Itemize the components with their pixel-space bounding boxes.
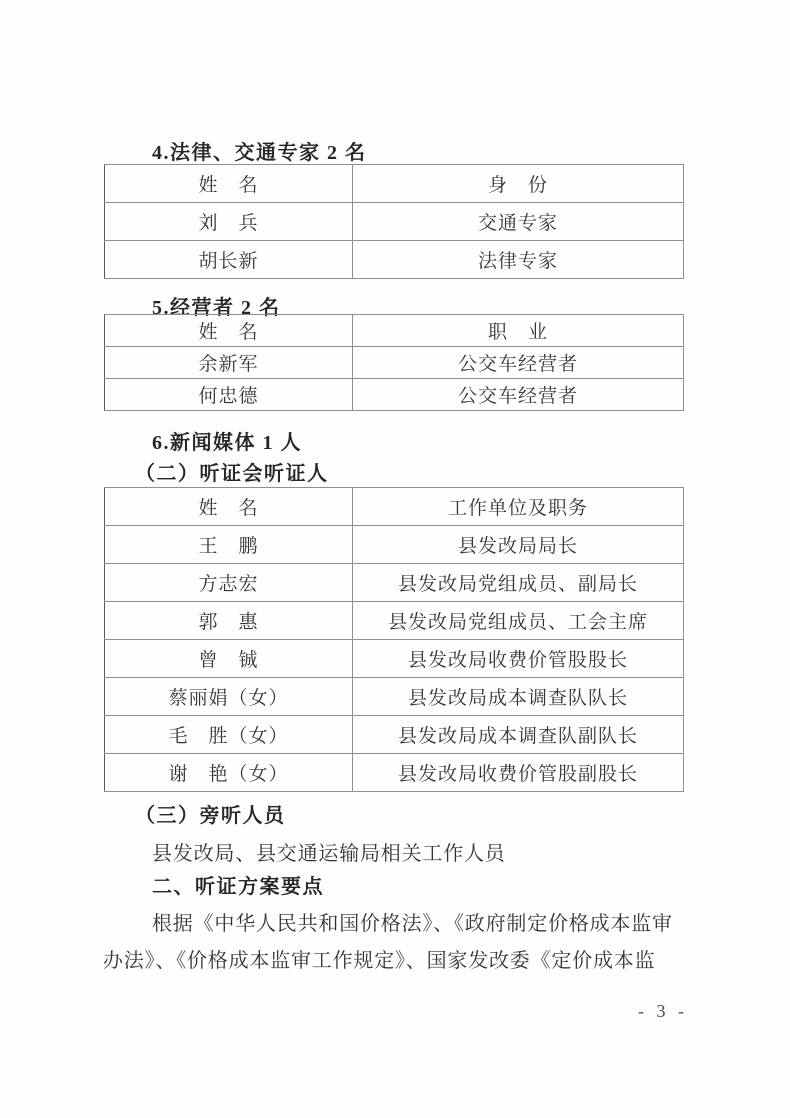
table-cell-name: 毛 胜（女）	[105, 716, 353, 754]
table-header-cell-position: 工作单位及职务	[353, 488, 684, 526]
table-header-cell-name: 姓 名	[105, 488, 353, 526]
table-row	[105, 640, 684, 678]
witnesses-table	[104, 487, 684, 792]
table-row	[105, 526, 684, 564]
table-cell-name: 胡长新	[105, 241, 353, 279]
experts-table	[104, 164, 684, 279]
table-cell-name: 郭 惠	[105, 602, 353, 640]
table-header-row	[105, 488, 684, 526]
page-number: - 3 -	[638, 1001, 688, 1021]
table-cell-name: 蔡丽娟（女）	[105, 678, 353, 716]
table-cell-name: 王 鹏	[105, 526, 353, 564]
table-row	[105, 602, 684, 640]
table-row	[105, 241, 684, 279]
table-row	[105, 716, 684, 754]
table-cell-position: 县发改局局长	[353, 526, 684, 564]
table-cell-identity: 交通专家	[353, 203, 684, 241]
table-row	[105, 564, 684, 602]
table-cell-position: 县发改局成本调查队队长	[353, 678, 684, 716]
table-row	[105, 347, 684, 379]
table-header-row	[105, 165, 684, 203]
table-cell-occupation: 公交车经营者	[353, 347, 684, 379]
table-row	[105, 203, 684, 241]
table-header-cell-occupation: 职 业	[353, 315, 684, 347]
observers-text: 县发改局、县交通运输局相关工作人员	[152, 843, 506, 865]
table-row	[105, 678, 684, 716]
table-cell-name: 何忠德	[105, 379, 353, 411]
table-cell-identity: 法律专家	[353, 241, 684, 279]
table-cell-name: 刘 兵	[105, 203, 353, 241]
table-cell-name: 方志宏	[105, 564, 353, 602]
table-cell-position: 县发改局党组成员、副局长	[353, 564, 684, 602]
table-cell-position: 县发改局党组成员、工会主席	[353, 602, 684, 640]
section-heading-observers: （三）旁听人员	[135, 805, 286, 827]
paragraph-line-1: 根据《中华人民共和国价格法》、《政府制定价格成本监审	[152, 913, 673, 935]
table-cell-position: 县发改局收费价管股股长	[353, 640, 684, 678]
section-heading-plan: 二、听证方案要点	[152, 876, 324, 898]
section-heading-operators: 5.经营者 2 名	[152, 297, 281, 319]
table-cell-name: 曾 铖	[105, 640, 353, 678]
table-cell-position: 县发改局成本调查队副队长	[353, 716, 684, 754]
section-heading-witnesses: （二）听证会听证人	[135, 463, 329, 485]
table-cell-occupation: 公交车经营者	[353, 379, 684, 411]
table-header-cell-name: 姓 名	[105, 315, 353, 347]
table-row	[105, 754, 684, 792]
table-cell-name: 余新军	[105, 347, 353, 379]
table-row	[105, 379, 684, 411]
table-header-cell-identity: 身 份	[353, 165, 684, 203]
paragraph-line-2: 办法》、《价格成本监审工作规定》、国家发改委《定价成本监	[103, 950, 656, 972]
table-header-cell-name: 姓 名	[105, 165, 353, 203]
section-heading-experts: 4.法律、交通专家 2 名	[152, 142, 367, 164]
table-header-row	[105, 315, 684, 347]
table-cell-name: 谢 艳（女）	[105, 754, 353, 792]
operators-table	[104, 314, 684, 411]
section-heading-media: 6.新闻媒体 1 人	[152, 432, 302, 454]
table-cell-position: 县发改局收费价管股副股长	[353, 754, 684, 792]
